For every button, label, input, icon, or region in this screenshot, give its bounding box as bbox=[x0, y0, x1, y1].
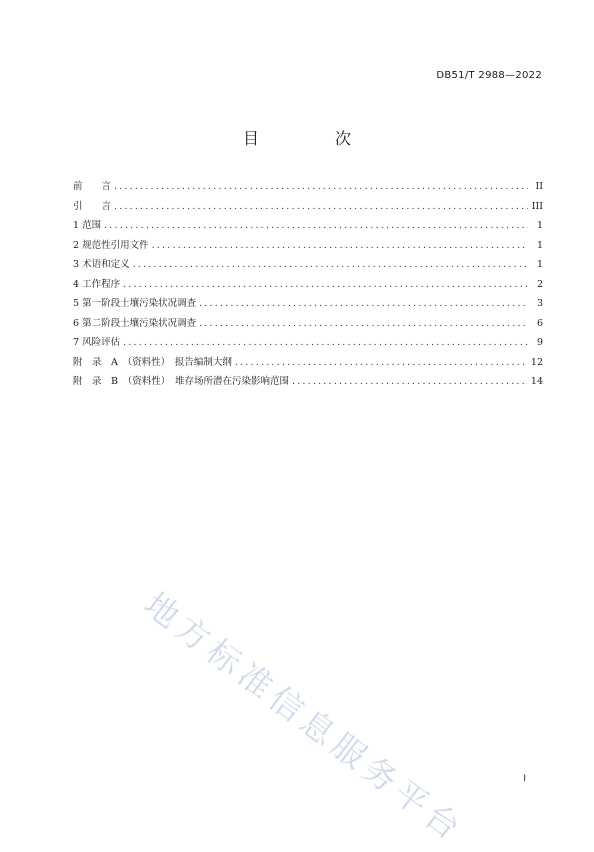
toc-entry[interactable] bbox=[73, 354, 543, 374]
dot-leader bbox=[114, 201, 528, 212]
toc-entry-label: 1 范围 bbox=[73, 220, 102, 231]
toc-entry[interactable] bbox=[73, 295, 543, 315]
dot-leader bbox=[104, 220, 528, 231]
toc-entry-label: 前 言 bbox=[73, 181, 112, 192]
toc-entry-page: 1 bbox=[536, 239, 543, 251]
toc-entry-page: 1 bbox=[536, 259, 543, 270]
toc-entry-label: 引 言 bbox=[73, 200, 112, 212]
dot-leader bbox=[292, 376, 528, 387]
toc-entry-page: 12 bbox=[530, 356, 543, 368]
dot-leader bbox=[199, 318, 528, 329]
dot-leader bbox=[133, 259, 528, 270]
toc-entry[interactable] bbox=[73, 256, 543, 276]
toc-entry[interactable] bbox=[73, 276, 543, 296]
toc-entry-page: II bbox=[535, 181, 543, 192]
dot-leader bbox=[114, 181, 528, 192]
toc-entry[interactable] bbox=[73, 178, 543, 198]
toc-entry-page: III bbox=[531, 200, 543, 212]
toc-entry-label: 5 第一阶段土壤污染状况调查 bbox=[73, 298, 197, 309]
toc-entry-label: 2 规范性引用文件 bbox=[73, 239, 149, 251]
toc-entry-label: 4 工作程序 bbox=[73, 278, 121, 290]
toc-entry[interactable] bbox=[73, 315, 543, 335]
toc-entry-page: 2 bbox=[536, 278, 543, 290]
toc-entry-label: 附 录 A （资料性） 报告编制大纲 bbox=[73, 356, 232, 368]
toc-entry-page: 6 bbox=[536, 317, 543, 329]
dot-leader bbox=[123, 337, 528, 348]
toc-title: 目 次 bbox=[242, 129, 381, 148]
dot-leader bbox=[123, 279, 528, 290]
dot-leader bbox=[199, 298, 528, 309]
toc-entry-page: 9 bbox=[536, 337, 543, 348]
page-number: I bbox=[523, 774, 526, 784]
toc-entry-label: 6 第二阶段土壤污染状况调查 bbox=[73, 317, 197, 329]
toc-entry-page: 14 bbox=[530, 376, 543, 387]
toc-entry[interactable] bbox=[73, 217, 543, 237]
toc-entry-page: 3 bbox=[536, 298, 543, 309]
dot-leader bbox=[235, 357, 528, 368]
toc-entry-page: 1 bbox=[536, 220, 543, 231]
toc-entry[interactable] bbox=[73, 237, 543, 257]
dot-leader bbox=[152, 240, 528, 251]
watermark: 地方标准信息服务平台 bbox=[137, 584, 472, 851]
toc-entry-label: 附 录 B （资料性） 堆存场所潜在污染影响范围 bbox=[73, 376, 289, 387]
document-code: DB51/T 2988—2022 bbox=[436, 70, 542, 81]
toc-entry[interactable] bbox=[73, 198, 543, 218]
toc-entry[interactable] bbox=[73, 334, 543, 354]
toc-entry[interactable] bbox=[73, 373, 543, 393]
toc-entry-label: 7 风险评估 bbox=[73, 337, 121, 348]
table-of-contents bbox=[73, 178, 543, 393]
toc-entry-label: 3 术语和定义 bbox=[73, 259, 130, 270]
